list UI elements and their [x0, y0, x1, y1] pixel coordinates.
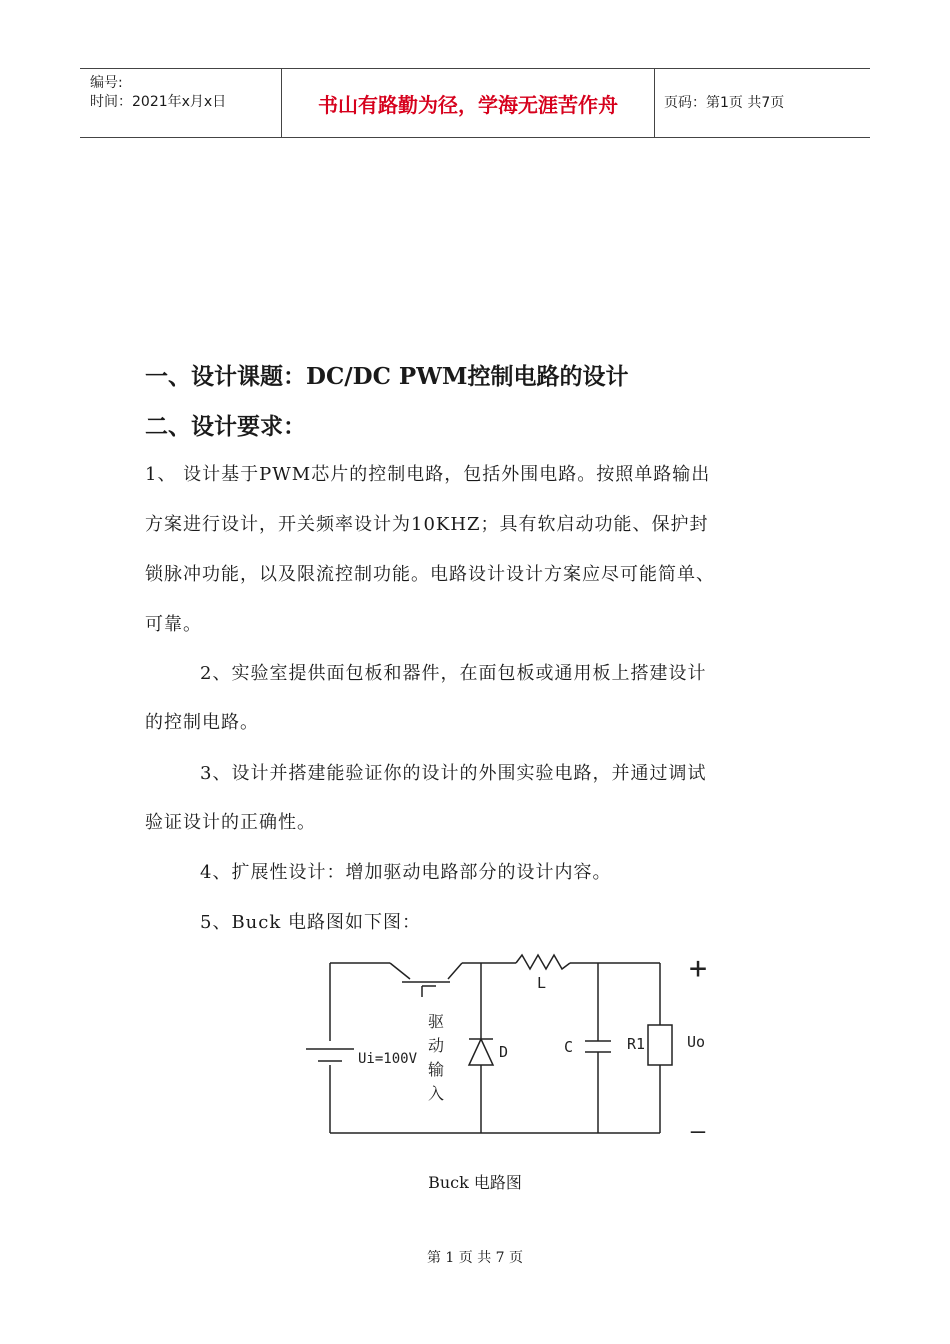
paragraph-5: 5、Buck 电路图如下图：	[200, 912, 421, 933]
paragraph-3-line: 验证设计的正确性。	[145, 812, 316, 833]
drive-input-label: 驱	[428, 1012, 445, 1031]
header-divider	[654, 69, 655, 137]
page-footer: 第 1 页 共 7 页	[426, 1250, 524, 1266]
resistor	[648, 1025, 672, 1065]
resistor-label: R1	[627, 1035, 646, 1053]
drive-input-label: 输	[428, 1060, 445, 1079]
header-motto: 书山有路勤为径，学海无涯苦作舟	[318, 92, 618, 117]
transistor-collector	[390, 963, 410, 979]
paragraph-1-line: 可靠。	[145, 614, 202, 635]
source-voltage-label: Ui=100V	[358, 1051, 418, 1067]
inductor	[516, 955, 570, 969]
header-page-info: 页码：第1页 共7页	[664, 95, 785, 111]
paragraph-3-line: 3、设计并搭建能验证你的设计的外围实验电路，并通过调试	[200, 763, 707, 784]
diode-label: D	[499, 1043, 509, 1061]
diode-triangle	[469, 1039, 493, 1065]
output-plus-sign: +	[688, 951, 708, 986]
drive-input-label: 入	[428, 1084, 445, 1103]
drive-input-label: 动	[428, 1036, 445, 1055]
paragraph-2-line: 2、实验室提供面包板和器件，在面包板或通用板上搭建设计	[200, 663, 707, 684]
page-header	[80, 68, 870, 138]
transistor-emitter	[448, 963, 462, 979]
capacitor-label: C	[564, 1038, 574, 1056]
figure-caption: Buck 电路图	[428, 1173, 522, 1192]
document-number: 编号:	[90, 75, 123, 91]
paragraph-2-line: 的控制电路。	[145, 712, 259, 733]
buck-circuit-diagram	[290, 945, 730, 1145]
output-minus-sign: —	[690, 1117, 706, 1145]
paragraph-4: 4、扩展性设计：增加驱动电路部分的设计内容。	[200, 862, 612, 883]
output-voltage-label: Uo	[687, 1033, 706, 1051]
requirements-heading: 二、设计要求：	[145, 413, 306, 440]
document-date: 时间：2021年x月x日	[90, 94, 227, 110]
inductor-label: L	[537, 974, 547, 992]
header-meta	[80, 69, 280, 137]
paragraph-1-line: 锁脉冲功能，以及限流控制功能。电路设计设计方案应尽可能简单、	[145, 564, 715, 585]
topic-heading: 一、设计课题：DC/DC PWM控制电路的设计	[145, 363, 629, 390]
paragraph-1-line: 方案进行设计，开关频率设计为10KHZ；具有软启动功能、保护封	[145, 514, 709, 535]
paragraph-1-line: 1、 设计基于PWM芯片的控制电路，包括外围电路。按照单路输出	[145, 464, 711, 485]
